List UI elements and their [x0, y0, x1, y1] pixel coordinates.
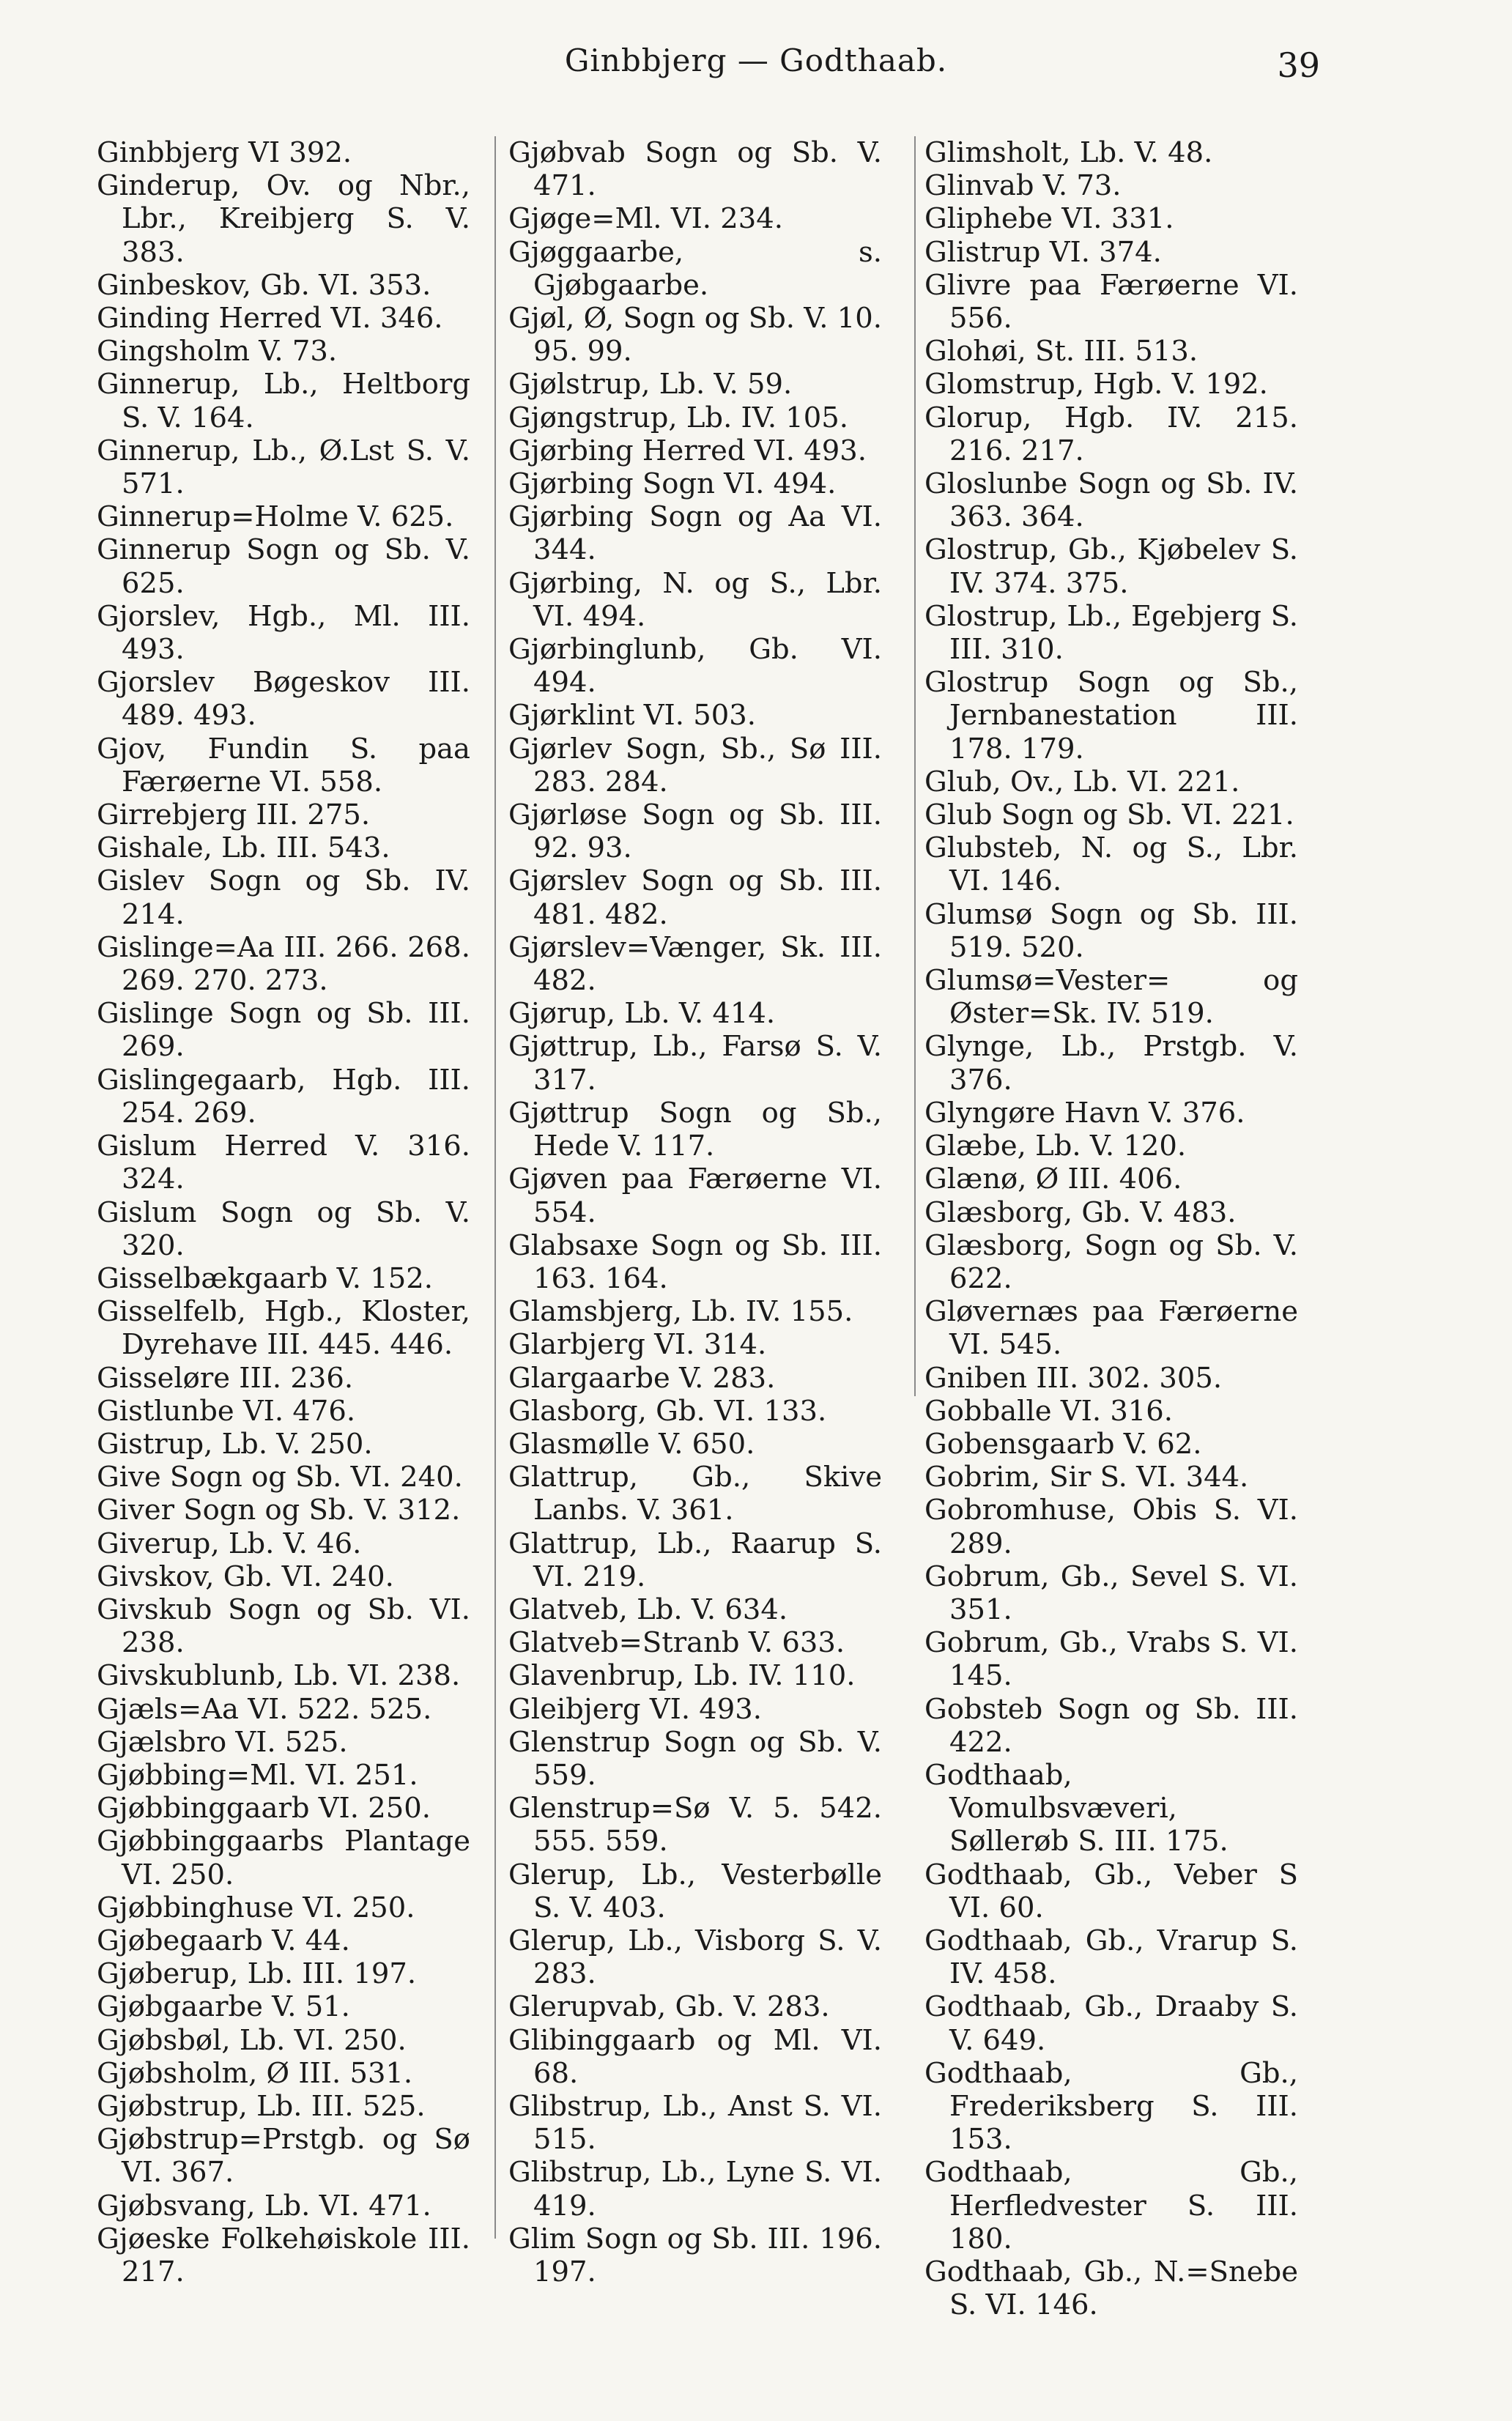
index-column-1 [97, 136, 470, 2288]
index-entry: Glæbe, Lb. V. 120. [924, 1130, 1187, 1163]
index-entry: Glimsholt, Lb. V. 48. [924, 136, 1213, 169]
index-entry: Glavenbrup, Lb. IV. 110. [508, 1659, 856, 1693]
index-entry: Glattrup, Gb., Skive Lanbs. V. 361. [508, 1461, 882, 1527]
index-entry: Glubsteb, N. og S., Lbr. VI. 146. [924, 831, 1298, 898]
index-entry: Givskov, Gb. VI. 240. [97, 1560, 394, 1593]
index-entry: Glabsaxe Sogn og Sb. III. 163. 164. [508, 1228, 882, 1295]
index-entry: Gjøbgaarbe V. 51. [97, 1990, 350, 2024]
index-entry: Glohøi, St. III. 513. [924, 335, 1198, 368]
index-entry: Ginnerup, Lb., Ø.Lst S. V. 571. [97, 434, 470, 501]
index-entry: Gjøttrup Sogn og Sb., Hede V. 117. [508, 1096, 882, 1163]
index-entry: Gjøbvab Sogn og Sb. V. 471. [508, 136, 882, 203]
index-entry: Gjørbing Herred VI. 493. [508, 434, 867, 467]
column-divider [914, 136, 916, 1396]
index-entry: Glargaarbe V. 283. [508, 1361, 776, 1395]
index-entry: Gjøbsvang, Lb. VI. 471. [97, 2189, 431, 2222]
index-entry: Gisselbækgaarb V. 152. [97, 1261, 433, 1295]
index-entry: Glenstrup=Sø V. 5. 542. 555. 559. [508, 1792, 882, 1858]
index-entry: Gobensgaarb V. 62. [924, 1427, 1202, 1461]
index-entry: Gjøeske Folkehøiskole III. 217. [97, 2222, 470, 2288]
index-entry: Gislev Sogn og Sb. IV. 214. [97, 864, 470, 931]
index-entry: Godthaab, Gb., Herfledvester S. III. 180. [924, 2156, 1298, 2255]
index-entry: Gjøttrup, Lb., Farsø S. V. 317. [508, 1030, 882, 1097]
index-entry: Gjov, Fundin S. paa Færøerne VI. 558. [97, 732, 470, 798]
index-entry: Glamsbjerg, Lb. IV. 155. [508, 1295, 853, 1329]
index-entry: Ginbeskov, Gb. VI. 353. [97, 268, 431, 302]
index-entry: Glistrup VI. 374. [924, 235, 1162, 269]
index-entry: Gistrup, Lb. V. 250. [97, 1427, 373, 1461]
index-entry: Glibstrup, Lb., Anst S. VI. 515. [508, 2089, 882, 2157]
index-entry: Gløvernæs paa Færøerne VI. 545. [924, 1295, 1298, 1362]
index-entry: Glæsborg, Sogn og Sb. V. 622. [924, 1228, 1298, 1295]
index-entry: Godthaab, Gb., Draaby S. V. 649. [924, 1990, 1298, 2057]
index-entry: Giverup, Lb. V. 46. [97, 1527, 362, 1560]
index-entry: Glenstrup Sogn og Sb. V. 559. [508, 1725, 882, 1792]
index-entry: Gislinge Sogn og Sb. III. 269. [97, 997, 470, 1064]
index-entry: Gjørløse Sogn og Sb. III. 92. 93. [508, 798, 882, 865]
index-entry: Gobromhuse, Obis S. VI. 289. [924, 1494, 1298, 1560]
index-entry: Glænø, Ø III. 406. [924, 1163, 1182, 1196]
index-entry: Glatveb, Lb. V. 634. [508, 1593, 788, 1626]
index-entry: Gjøven paa Færøerne VI. 554. [508, 1163, 882, 1229]
index-entry: Ginderup, Ov. og Nbr., Lbr., Kreibjerg S. V. 383. [97, 169, 470, 269]
index-entry: Ginnerup, Lb., Heltborg S. V. 164. [97, 368, 470, 434]
index-entry: Godthaab, Gb., Frederiksberg S. III. 153. [924, 2056, 1298, 2157]
index-entry: Glumsø Sogn og Sb. III. 519. 520. [924, 897, 1298, 964]
index-entry: Glim Sogn og Sb. III. 196. 197. [508, 2222, 882, 2288]
index-entry: Gjøbbinghuse VI. 250. [97, 1891, 415, 1924]
index-entry: Glumsø=Vester= og Øster=Sk. IV. 519. [924, 964, 1298, 1031]
index-entry: Gjørbing, N. og S., Lbr. VI. 494. [508, 566, 882, 633]
index-entry: Glarbjerg VI. 314. [508, 1328, 767, 1362]
index-entry: Girrebjerg III. 275. [97, 798, 371, 832]
index-entry: Gjørbing Sogn VI. 494. [508, 467, 837, 501]
index-entry: Gjøbstrup, Lb. III. 525. [97, 2089, 426, 2123]
index-entry: Gjøberup, Lb. III. 197. [97, 1957, 417, 1991]
index-entry: Glostrup Sogn og Sb., Jernbanestation III. 178. 179. [924, 666, 1298, 765]
index-entry: Gishale, Lb. III. 543. [97, 831, 390, 865]
index-entry: Glub Sogn og Sb. VI. 221. [924, 798, 1294, 832]
index-entry: Gisseløre III. 236. [97, 1361, 354, 1395]
index-entry: Glasborg, Gb. VI. 133. [508, 1394, 827, 1428]
index-entry: Gjørslev=Vænger, Sk. III. 482. [508, 930, 882, 998]
index-entry: Glerup, Lb., Vesterbølle S. V. 403. [508, 1858, 882, 1924]
index-entry: Glibstrup, Lb., Lyne S. VI. 419. [508, 2156, 882, 2222]
index-entry: Gjøge=Ml. VI. 234. [508, 202, 783, 236]
index-entry: Gjæls=Aa VI. 522. 525. [97, 1692, 432, 1726]
index-entry: Gjøl, Ø, Sogn og Sb. V. 10. 95. 99. [508, 302, 883, 368]
index-entry: Gislum Sogn og Sb. V. 320. [97, 1195, 470, 1262]
index-entry: Gislingegaarb, Hgb. III. 254. 269. [97, 1063, 470, 1130]
index-entry: Gjøbbing=Ml. VI. 251. [97, 1758, 418, 1792]
index-entry: Godthaab, Vomulbsvæveri, Søllerøb S. III. 175. [924, 1758, 1228, 1858]
index-entry: Gobrum, Gb., Vrabs S. VI. 145. [924, 1626, 1298, 1693]
index-entry: Giver Sogn og Sb. V. 312. [97, 1494, 461, 1527]
index-entry: Gjøbbinggaarbs Plantage VI. 250. [97, 1825, 470, 1891]
index-entry: Glibinggaarb og Ml. VI. 68. [508, 2023, 882, 2090]
index-entry: Godthaab, Gb., Vrarup S. IV. 458. [924, 1924, 1298, 1991]
index-entry: Ginnerup=Holme V. 625. [97, 500, 454, 534]
index-entry: Ginnerup Sogn og Sb. V. 625. [97, 533, 470, 600]
index-entry: Gingsholm V. 73. [97, 335, 338, 368]
index-entry: Give Sogn og Sb. VI. 240. [97, 1461, 463, 1494]
index-entry: Gisselfelb, Hgb., Kloster, Dyrehave III. 445. 446. [97, 1295, 470, 1362]
index-entry: Glorup, Hgb. IV. 215. 216. 217. [924, 401, 1298, 467]
index-entry: Gjorslev Bøgeskov III. 489. 493. [97, 666, 470, 733]
index-entry: Gobsteb Sogn og Sb. III. 422. [924, 1692, 1298, 1759]
index-entry: Ginbbjerg VI 392. [97, 136, 352, 169]
index-entry: Gjøggaarbe, s. Gjøbgaarbe. [508, 235, 882, 302]
index-entry: Gliphebe VI. 331. [924, 202, 1174, 236]
index-entry: Ginding Herred VI. 346. [97, 302, 443, 335]
index-entry: Gjørslev Sogn og Sb. III. 481. 482. [508, 864, 882, 931]
index-entry: Givskub Sogn og Sb. VI. 238. [97, 1593, 470, 1660]
index-entry: Givskublunb, Lb. VI. 238. [97, 1659, 461, 1693]
page-number: 39 [1277, 45, 1320, 85]
index-entry: Glub, Ov., Lb. VI. 221. [924, 765, 1240, 798]
index-entry: Gjørlev Sogn, Sb., Sø III. 283. 284. [508, 732, 882, 798]
index-entry: Glomstrup, Hgb. V. 192. [924, 368, 1268, 401]
index-entry: Godthaab, Gb., Veber S VI. 60. [924, 1858, 1298, 1924]
index-entry: Gjørklint VI. 503. [508, 699, 756, 733]
index-entry: Glerup, Lb., Visborg S. V. 283. [508, 1924, 882, 1991]
index-entry: Glæsborg, Gb. V. 483. [924, 1195, 1237, 1229]
index-entry: Gjøbegaarb V. 44. [97, 1924, 350, 1957]
index-entry: Gjøbsbøl, Lb. VI. 250. [97, 2023, 407, 2057]
index-entry: Gjørbinglunb, Gb. VI. 494. [508, 633, 882, 700]
index-entry: Glyngøre Havn V. 376. [924, 1096, 1245, 1130]
index-entry: Gobrim, Sir S. VI. 344. [924, 1461, 1249, 1494]
index-entry: Glattrup, Lb., Raarup S. VI. 219. [508, 1527, 882, 1593]
index-entry: Glinvab V. 73. [924, 169, 1122, 203]
index-entry: Gjøbsholm, Ø III. 531. [97, 2056, 413, 2090]
index-entry: Gobballe VI. 316. [924, 1394, 1174, 1428]
index-entry: Gjørbing Sogn og Aa VI. 344. [508, 500, 882, 567]
column-divider [494, 136, 496, 2239]
index-entry: Gniben III. 302. 305. [924, 1361, 1223, 1395]
index-entry: Glostrup, Lb., Egebjerg S. III. 310. [924, 599, 1298, 667]
index-entry: Glasmølle V. 650. [508, 1427, 755, 1461]
index-column-3 [924, 136, 1298, 2321]
running-header: Ginbbjerg — Godthaab. [564, 42, 948, 78]
index-entry: Glivre paa Færøerne VI. 556. [924, 268, 1298, 335]
index-entry: Gjøngstrup, Lb. IV. 105. [508, 401, 849, 434]
index-entry: Gjøbstrup=Prstgb. og Sø VI. 367. [97, 2123, 470, 2190]
index-entry: Glostrup, Gb., Kjøbelev S. IV. 374. 375. [924, 533, 1298, 600]
index-entry: Gjorslev, Hgb., Ml. III. 493. [97, 599, 470, 667]
index-entry: Gjølstrup, Lb. V. 59. [508, 368, 793, 401]
index-entry: Gjælsbro VI. 525. [97, 1725, 348, 1759]
index-entry: Godthaab, Gb., N.=Snebe S. VI. 146. [924, 2255, 1298, 2322]
index-column-2 [508, 136, 882, 2288]
index-entry: Gjørup, Lb. V. 414. [508, 997, 776, 1031]
index-entry: Gistlunbe VI. 476. [97, 1394, 356, 1428]
index-entry: Glerupvab, Gb. V. 283. [508, 1990, 830, 2024]
index-entry: Gjøbbinggaarb VI. 250. [97, 1792, 431, 1825]
index-entry: Glatveb=Stranb V. 633. [508, 1626, 845, 1660]
index-entry: Gobrum, Gb., Sevel S. VI. 351. [924, 1560, 1298, 1626]
index-entry: Gislinge=Aa III. 266. 268. 269. 270. 273. [97, 930, 470, 998]
index-entry: Gislum Herred V. 316. 324. [97, 1130, 470, 1196]
index-entry: Glynge, Lb., Prstgb. V. 376. [924, 1030, 1298, 1097]
index-entry: Gloslunbe Sogn og Sb. IV. 363. 364. [924, 467, 1298, 534]
index-entry: Gleibjerg VI. 493. [508, 1692, 763, 1726]
